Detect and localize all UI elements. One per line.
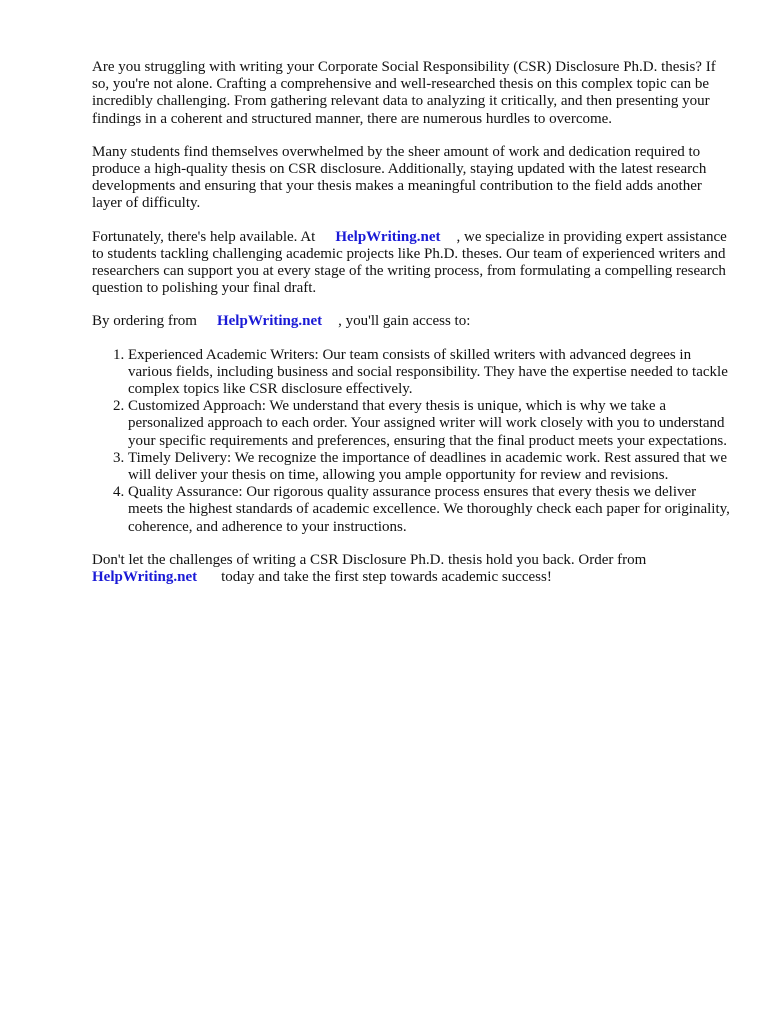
intro-text: Are you struggling with writing your Corporate Social Responsibility (CSR) Disclosure Ph.D. thesis? If so, you're not alone. Crafting a comprehensive and well-researched thesis on this complex topic can be incredibly challenging. From gathering relevant data to analyzing it critically, and then presenting your findings in a coherent and structured manner, there are numerous hurdles to overcome. — [92, 59, 716, 127]
closing-text-before: Don't let the challenges of writing a CSR Disclosure Ph.D. thesis hold you back. Order from — [92, 551, 647, 568]
benefits-list — [92, 347, 732, 536]
closing-text-after: today and take the first step towards academic success! — [221, 569, 552, 586]
document-page — [92, 59, 732, 602]
ordering-text-after: , you'll gain access to: — [338, 313, 471, 330]
closing-paragraph — [92, 552, 732, 586]
helpwriting-link-3[interactable]: HelpWriting.net — [92, 569, 198, 586]
help-text-after: , we specialize in providing expert assistance to students tackling challenging academic projects like Ph.D. theses. Our team of experienced writers and researchers can support you at every stage of the writing process, from formulating a compelling research question to polishing your final draft. — [92, 228, 727, 297]
ordering-text-before: By ordering from — [92, 313, 197, 330]
challenge-paragraph — [92, 144, 732, 213]
ordering-paragraph — [92, 313, 732, 330]
help-paragraph — [92, 229, 732, 298]
list-item: 3. Timely Delivery: We recognize the importance of deadlines in academic work. Rest assured that we will deliver your thesis on time, allowing you ample opportunity for review and revisions. — [128, 450, 732, 484]
list-item: 2. Customized Approach: We understand that every thesis is unique, which is why we take a personalized approach to each order. Your assigned writer will work closely with you to understand your specific requirements and preferences, ensuring that the final product meets your expectations. — [128, 398, 732, 450]
list-item: 1. Experienced Academic Writers: Our team consists of skilled writers with advanced degrees in various fields, including business and social responsibility. They have the expertise needed to tackle complex topics like CSR disclosure effectively. — [128, 347, 732, 399]
helpwriting-link-2[interactable]: HelpWriting.net — [216, 313, 323, 330]
help-text-before: Fortunately, there's help available. At — [92, 228, 316, 245]
intro-paragraph — [92, 59, 732, 128]
helpwriting-link-1[interactable]: HelpWriting.net — [335, 228, 441, 245]
list-item: 4. Quality Assurance: Our rigorous quality assurance process ensures that every thesis we deliver meets the highest standards of academic excellence. We thoroughly check each paper for originality, coherence, and adherence to your instructions. — [128, 484, 732, 536]
challenge-text: Many students find themselves overwhelmed by the sheer amount of work and dedication required to produce a high-quality thesis on CSR disclosure. Additionally, staying updated with the latest research developments and ensuring that your thesis makes a meaningful contribution to the field adds another layer of difficulty. — [92, 143, 707, 212]
